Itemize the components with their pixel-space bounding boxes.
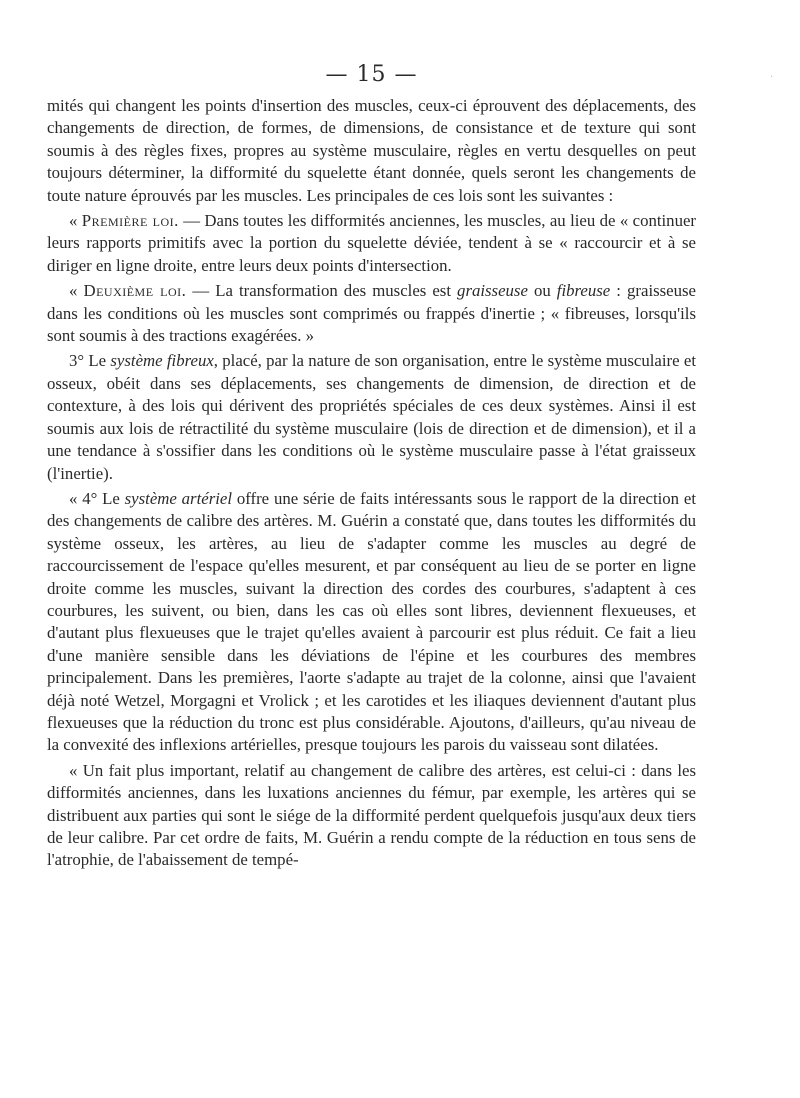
first-law-label: Première loi. [81, 211, 179, 231]
paragraph-arterial-system [47, 488, 696, 757]
second-law-emphasis-graisseuse: graisseuse [457, 281, 528, 301]
second-law-text-a: — La transformation des muscles est [186, 281, 458, 301]
page-number: — 15 — [325, 62, 418, 87]
second-law-label: Deuxième loi. [83, 281, 187, 301]
body-text [47, 95, 696, 872]
margin-mark: · [770, 72, 774, 83]
arterial-text-b: offre une série de faits intéressants sous le rapport de la direction et des changements de calibre des artères. M. Guérin a constaté que, dans toutes les difformités du système osseux, les artères, au lieu de s'adapter comme les muscles au degré de raccourcissement de l'espace qu'elles mesurent, et par conséquent au lieu de se porter en ligne droite comme les muscles, suivant la direction des cordes des courbures, s'adaptent à ces courbures, les suivent, ou bien, dans les cas où elles sont libres, deviennent flexueuses, et d'autant plus flexueuses que le trajet qu'elles avaient à parcourir est plus réduit. Ce fait a lieu d'une manière sensible dans les déviations de l'épine et les courbures des membres principalement. Dans les premières, l'aorte s'adapte au trajet de la colonne, ainsi que l'avaient déjà noté Wetzel, Morgagni et Vrolick ; et les carotides et les iliaques deviennent d'autant plus flexueuses que la réduction du tronc est plus considérable. Ajoutons, d'ailleurs, qu'au niveau de la convexité des inflexions artérielles, presque toujours les parois du vaisseau sont dilatées. [47, 488, 697, 755]
quote-open: « [69, 211, 82, 231]
paragraph-second-law [47, 280, 696, 347]
paragraph-fibrous-system [47, 350, 696, 484]
quote-open: « [69, 281, 84, 301]
paragraph-artery-calibre: « Un fait plus important, relatif au changement de calibre des artères, est celui-ci : dans les difformités anciennes, dans les luxations anciennes du fémur, par exemple, les artères qui se distribuent aux parties qui sont le siége de la difformité perdent quelquefois jusqu'aux deux tiers de leur calibre. Par cet ordre de faits, M. Guérin a rendu compte de la réduction en tous sens de l'atrophie, de l'abaissement de tempé- [47, 760, 696, 870]
fibrous-text-b: , placé, par la nature de son organisation, entre le système musculaire et osseux, obéit dans ses déplacements, ses changements de dimension, de direction et de contexture, à des lois qui dérivent des propriétés spéciales de ces deux systèmes. Ainsi il est soumis aux lois de rétractilité du système musculaire (lois de direction et de dimension), et il a une tendance à s'ossifier dans les conditions où le système musculaire passe à l'état graisseux (l'inertie). [47, 351, 696, 483]
fibrous-text-a: 3° Le [69, 351, 111, 371]
fibrous-emphasis: système fibreux [110, 351, 214, 371]
second-law-text-c: : graisseuse dans les conditions où les muscles sont comprimés ou frappés d'inertie ; « fibreuses, lorsqu'ils sont soumis à des tractions exagérées. » [47, 281, 696, 346]
first-law-text: — Dans toutes les difformités anciennes, les muscles, au lieu de « continuer leurs rapports primitifs avec la portion du squelette déviée, tendent à se « raccourcir et à se diriger en ligne droite, entre leurs deux points d'intersection. [47, 211, 696, 275]
arterial-text-a: « 4° Le [69, 488, 125, 508]
second-law-emphasis-fibreuse: fibreuse [556, 281, 611, 301]
paragraph-first-law [47, 210, 696, 277]
arterial-emphasis: système artériel [124, 488, 232, 508]
paragraph-muscle-changes: mités qui changent les points d'insertion des muscles, ceux-ci éprouvent des déplacements, des changements de direction, de formes, de dimensions, de consistance et de texture qui sont soumis à des règles fixes, propres au système musculaire, règles en vertu desquelles on peut toujours déterminer, la difformité du squelette étant donnée, quels seront les changements de toute nature éprouvés par les muscles. Les principales de ces lois sont les suivantes : [47, 96, 696, 205]
second-law-text-b: ou [527, 281, 557, 301]
